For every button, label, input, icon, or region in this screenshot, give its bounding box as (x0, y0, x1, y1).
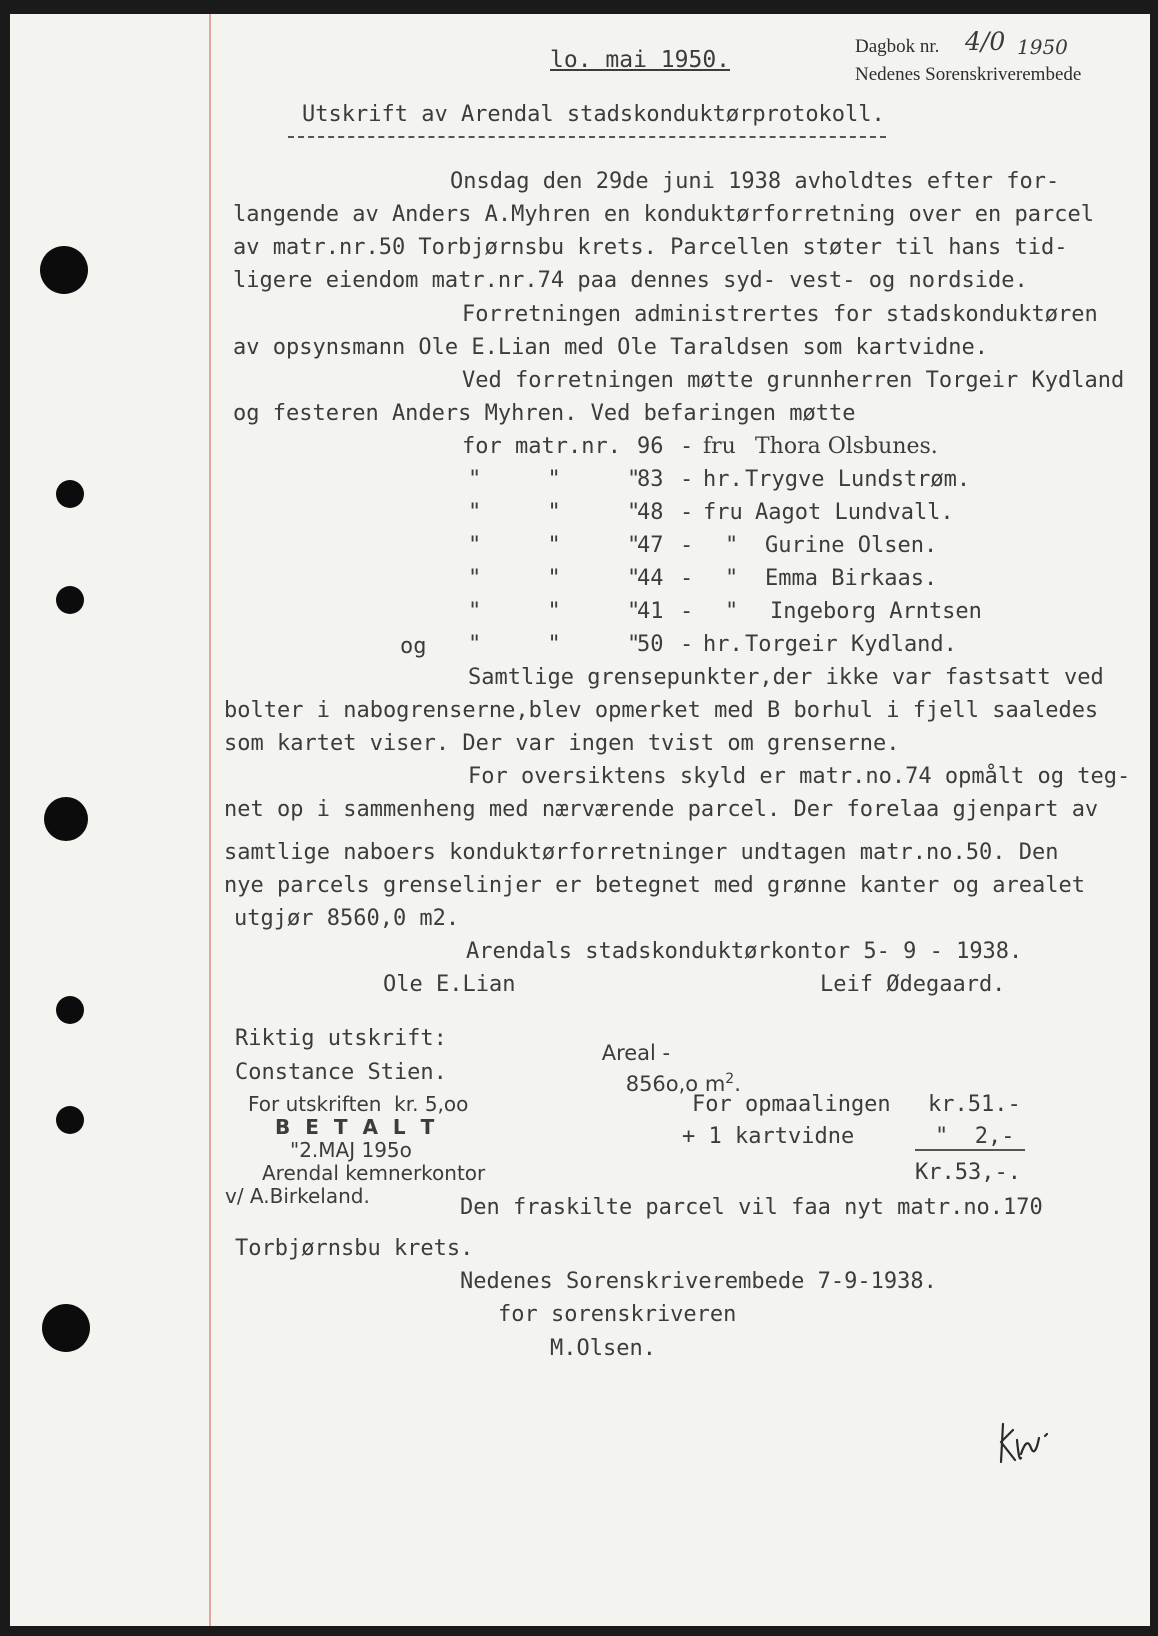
punch-hole (42, 1304, 90, 1352)
dagbok-number: 4/0 (965, 27, 1006, 56)
punch-hole (40, 246, 88, 294)
body-line: utgjør 8560,0 m2. (234, 906, 460, 931)
body-line: Forretningen administrertes for stadskonduktøren (462, 302, 1098, 327)
body-line: ligere eiendom matr.nr.74 paa dennes syd- vest- og nordside. (233, 268, 1028, 293)
areal-number: 856o,o m (625, 1072, 726, 1096)
areal-unit-exp: 2 (725, 1071, 735, 1087)
payment-date: "2.MAJ 195o (290, 1138, 412, 1162)
body-line: Samtlige grensepunkter,der ikke var fastsatt ved (468, 665, 1104, 690)
body-line: For oversiktens skyld er matr.no.74 opmålt og teg- (468, 764, 1131, 789)
punch-hole (56, 1106, 84, 1134)
title-underline (288, 136, 886, 138)
body-line: Onsdag den 29de juni 1938 avholdtes efter for- (450, 169, 1060, 194)
attendee-label: " " " (468, 599, 641, 624)
attendee-nr: 44 (637, 566, 664, 591)
date-line: lo. mai 1950. (550, 47, 731, 73)
attendee-name: Trygve Lundstrøm. (745, 467, 971, 492)
attendee-name: Aagot Lundvall. (755, 500, 954, 525)
attendee-nr: 50 (637, 632, 664, 657)
punch-hole (44, 797, 88, 841)
body-line: samtlige naboers konduktørforretninger undtagen matr.no.50. Den (224, 840, 1059, 865)
attendee-label: " " " (468, 632, 641, 657)
closing-line: for sorenskriveren (498, 1302, 737, 1327)
fee-underline (915, 1149, 1025, 1151)
areal-label: Areal - (601, 1041, 671, 1065)
payment-line: For utskriften kr. 5,oo (248, 1092, 469, 1116)
attendee-title: hr. (703, 632, 743, 657)
attendee-label: for matr.nr. (462, 434, 621, 459)
fee-label: For opmaalingen (692, 1092, 891, 1117)
attendee-label: " " " (468, 533, 641, 558)
attendee-label: " " " (468, 467, 641, 492)
fee-label: + 1 kartvidne (682, 1124, 855, 1149)
fee-value: " 2,- (935, 1124, 1015, 1149)
office-stamp: Nedenes Sorenskriverembede (855, 64, 1082, 85)
payment-office: Arendal kemnerkontor (262, 1161, 486, 1185)
attendee-name: Emma Birkaas. (765, 566, 938, 591)
attendee-nr: 83 (637, 467, 664, 492)
attendee-label: " " " (468, 500, 641, 525)
attendee-label: " " " (468, 566, 641, 591)
handwritten-initials (995, 1418, 1055, 1468)
attendee-nr: 47 (637, 533, 664, 558)
attendee-nr: 41 (637, 599, 664, 624)
areal-end: . (734, 1072, 741, 1096)
signature-left: Ole E.Lian (383, 972, 516, 997)
attendee-title: " (725, 566, 739, 591)
body-line: av matr.nr.50 Torbjørnsbu krets. Parcellen støter til hans tid- (233, 235, 1068, 260)
punch-hole (56, 996, 84, 1024)
body-line: og festeren Anders Myhren. Ved befaringen møtte (233, 401, 856, 426)
attendee-dash: - (680, 434, 694, 459)
attendee-name: Thora Olsbunes. (755, 434, 938, 459)
body-line: Ved forretningen møtte grunnherren Torgeir Kydland (462, 368, 1125, 393)
body-line: bolter i nabogrenserne,blev opmerket med B borhul i fjell saaledes (224, 698, 1099, 723)
attendee-name: Gurine Olsen. (765, 533, 938, 558)
attendee-title: hr. (703, 467, 743, 492)
fee-value: kr.51.- (928, 1092, 1021, 1117)
attendee-dash: - (680, 599, 694, 624)
punch-hole (56, 586, 84, 614)
certified-name: Constance Stien. (235, 1060, 447, 1085)
body-line: langende av Anders A.Myhren en konduktørforretning over en parcel (233, 202, 1094, 227)
body-line: som kartet viser. Der var ingen tvist om grenserne. (224, 731, 900, 756)
dagbok-label: Dagbok nr. (855, 36, 940, 57)
document-title: Utskrift av Arendal stadskonduktørprotokoll. (302, 102, 885, 127)
certified-line: Riktig utskrift: (235, 1026, 447, 1051)
attendee-name: Torgeir Kydland. (745, 632, 957, 657)
fee-total: Kr.53,-. (915, 1160, 1021, 1185)
margin-line (209, 14, 211, 1626)
payment-status: B E T A L T (275, 1115, 439, 1139)
document-page (10, 14, 1150, 1626)
attendee-title: " (725, 599, 739, 624)
closing-signature: M.Olsen. (550, 1336, 656, 1361)
dagbok-year: 1950 (1017, 35, 1068, 59)
closing-line: Den fraskilte parcel vil faa nyt matr.no.170 (460, 1195, 1043, 1220)
attendee-dash: - (680, 500, 694, 525)
payment-officer: v/ A.Birkeland. (225, 1184, 370, 1208)
closing-line: Nedenes Sorenskriverembede 7-9-1938. (460, 1269, 937, 1294)
closing-line: Torbjørnsbu krets. (235, 1236, 474, 1261)
attendee-dash: - (680, 467, 694, 492)
attendee-nr: 48 (637, 500, 664, 525)
attendee-name: Ingeborg Arntsen (770, 599, 982, 624)
attendee-dash: - (680, 632, 694, 657)
punch-hole (56, 480, 84, 508)
body-line: av opsynsmann Ole E.Lian med Ole Taraldsen som kartvidne. (233, 335, 988, 360)
body-line: net op i sammenheng med nærværende parcel. Der forelaa gjenpart av (224, 797, 1099, 822)
attendee-dash: - (680, 533, 694, 558)
signature-right: Leif Ødegaard. (820, 972, 1006, 997)
attendee-title: fru (703, 500, 743, 525)
attendee-dash: - (680, 566, 694, 591)
attendee-prefix: og (400, 634, 427, 659)
body-line: Arendals stadskonduktørkontor 5- 9 - 1938. (466, 939, 1023, 964)
body-line: nye parcels grenselinjer er betegnet med grønne kanter og arealet (224, 873, 1085, 898)
attendee-title: " (725, 533, 739, 558)
attendee-title: fru (703, 434, 736, 459)
attendee-nr: 96 (637, 434, 664, 459)
